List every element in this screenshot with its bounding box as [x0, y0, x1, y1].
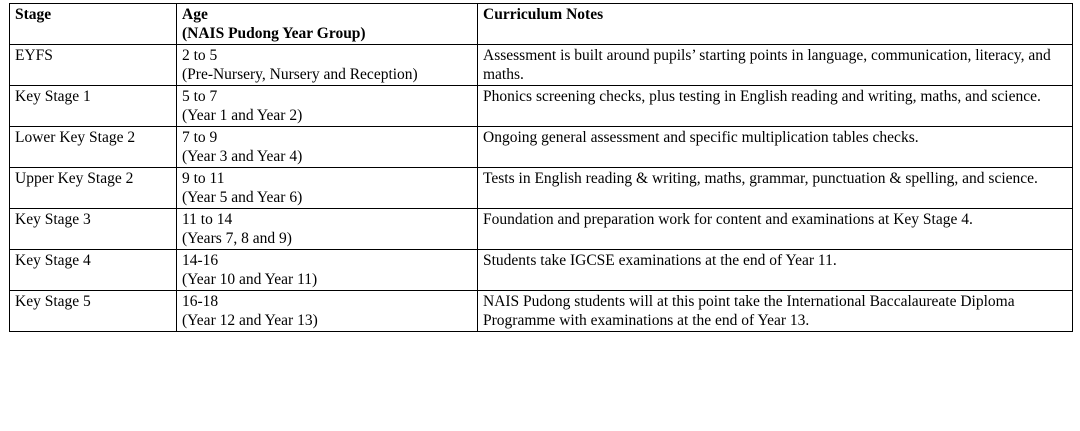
age-cell	[177, 209, 478, 250]
age-cell	[177, 86, 478, 127]
table-row	[10, 209, 1073, 250]
stage-cell: Key Stage 1	[10, 86, 177, 127]
header-age	[177, 4, 478, 45]
age-range: 7 to 9	[182, 129, 218, 146]
age-range: 2 to 5	[182, 47, 218, 64]
table-row	[10, 250, 1073, 291]
age-cell	[177, 291, 478, 332]
age-range: 11 to 14	[182, 211, 233, 228]
table-row	[10, 168, 1073, 209]
year-group: (Year 5 and Year 6)	[182, 189, 303, 206]
year-group: (Year 12 and Year 13)	[182, 312, 318, 329]
stage-cell: EYFS	[10, 45, 177, 86]
notes-cell: Tests in English reading & writing, maths, grammar, punctuation & spelling, and science.	[478, 168, 1073, 209]
curriculum-table	[9, 3, 1073, 332]
stage-cell: Key Stage 4	[10, 250, 177, 291]
header-age-sublabel: (NAIS Pudong Year Group)	[182, 25, 366, 42]
year-group: (Years 7, 8 and 9)	[182, 230, 292, 247]
age-cell	[177, 250, 478, 291]
table-row	[10, 86, 1073, 127]
year-group: (Pre-Nursery, Nursery and Reception)	[182, 66, 418, 83]
notes-cell: Assessment is built around pupils’ starting points in language, communication, literacy, and maths.	[478, 45, 1073, 86]
age-cell	[177, 168, 478, 209]
age-range: 14-16	[182, 252, 219, 269]
notes-cell: Foundation and preparation work for content and examinations at Key Stage 4.	[478, 209, 1073, 250]
year-group: (Year 1 and Year 2)	[182, 107, 303, 124]
stage-cell: Key Stage 3	[10, 209, 177, 250]
age-cell	[177, 45, 478, 86]
age-range: 5 to 7	[182, 88, 218, 105]
table-row	[10, 45, 1073, 86]
stage-cell: Key Stage 5	[10, 291, 177, 332]
notes-cell: Students take IGCSE examinations at the end of Year 11.	[478, 250, 1073, 291]
header-stage: Stage	[10, 4, 177, 45]
age-cell	[177, 127, 478, 168]
year-group: (Year 3 and Year 4)	[182, 148, 303, 165]
notes-cell: Ongoing general assessment and specific multiplication tables checks.	[478, 127, 1073, 168]
header-row	[10, 4, 1073, 45]
year-group: (Year 10 and Year 11)	[182, 271, 318, 288]
table-row	[10, 127, 1073, 168]
age-range: 16-18	[182, 293, 219, 310]
stage-cell: Upper Key Stage 2	[10, 168, 177, 209]
notes-cell: NAIS Pudong students will at this point take the International Baccalaureate Diploma Programme with examinations at the end of Year 13.	[478, 291, 1073, 332]
table-row	[10, 291, 1073, 332]
stage-cell: Lower Key Stage 2	[10, 127, 177, 168]
header-age-label: Age	[182, 6, 208, 23]
header-notes: Curriculum Notes	[478, 4, 1073, 45]
age-range: 9 to 11	[182, 170, 225, 187]
notes-cell: Phonics screening checks, plus testing in English reading and writing, maths, and science.	[478, 86, 1073, 127]
